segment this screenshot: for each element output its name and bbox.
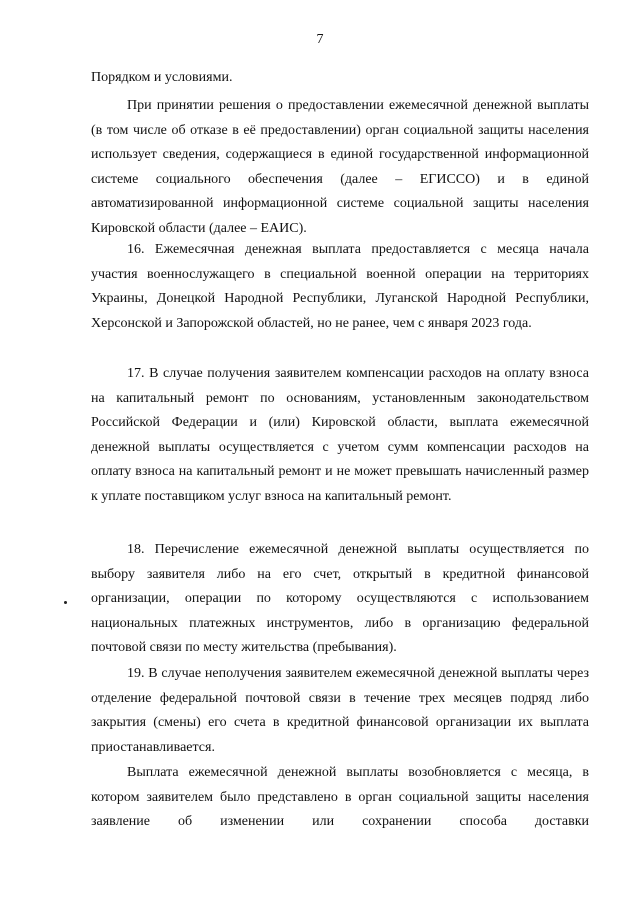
paragraph-16: 16. Ежемесячная денежная выплата предоставляется с месяца начала участия военнослужащего в специальной военной операции на территориях Украины, Донецкой Народной Республики, Луганской Народной Республики, Херсонской и Запорожской областей, но не ранее, чем с января 2023 года. — [91, 242, 589, 331]
paragraph-17: 17. В случае получения заявителем компенсации расходов на оплату взноса на капитальный ремонт по основаниям, установленным законодательством Российской Федерации и (или) Кировской области, выплата ежемесячной денежной выплаты осуществляется с учетом сумм компенсации расходов на оплату взноса на капитальный ремонт и не может превышать начисленный размер к уплате поставщиком услуг взноса на капитальный ремонт. — [91, 366, 589, 504]
paragraph-decision: При принятии решения о предоставлении ежемесячной денежной выплаты (в том числе об отказе в её предоставлении) орган социальной защиты населения использует сведения, содержащиеся в единой государственной информационной системе социального обеспечения (далее – ЕГИССО) и в единой автоматизированной информационной системе социальной защиты населения Кировской области (далее – ЕАИС). — [91, 98, 589, 236]
paragraph-19: 19. В случае неполучения заявителем ежемесячной денежной выплаты через отделение федеральной почтовой связи в течение трех месяцев подряд либо закрытия (смены) его счета в кредитной финансовой организации их выплата приостанавливается. — [91, 666, 589, 755]
margin-mark — [64, 601, 67, 604]
paragraph-18: 18. Перечисление ежемесячной денежной выплаты осуществляется по выбору заявителя либо на его счет, открытый в кредитной финансовой организации, операции по которому осуществляются с использованием национальных платежных инструментов, либо в организацию федеральной почтовой связи по месту жительства (пребывания). — [91, 542, 589, 656]
paragraph-continuation: Порядком и условиями. — [91, 70, 233, 85]
page-number: 7 — [316, 32, 324, 47]
paragraph-resume-payment: Выплата ежемесячной денежной выплаты возобновляется с месяца, в котором заявителем было представлено в орган социальной защиты населения заявление об изменении или сохранении способа доставки — [91, 765, 589, 830]
